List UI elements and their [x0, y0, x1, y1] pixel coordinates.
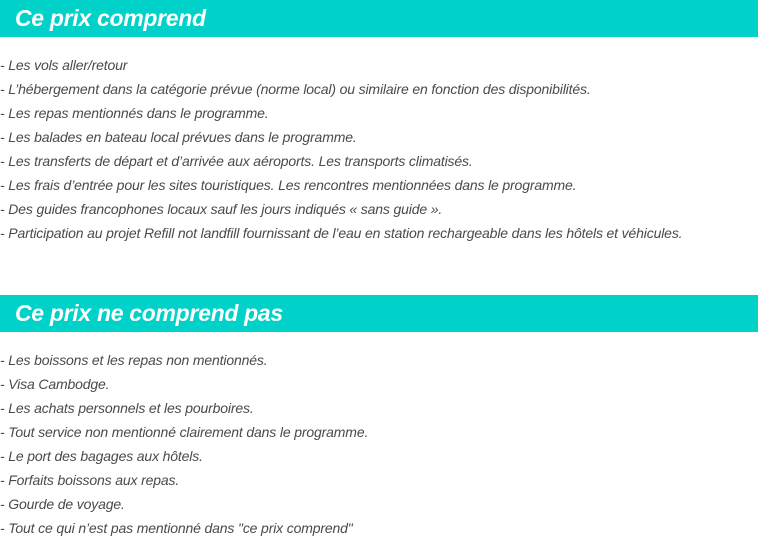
list-item: - Les vols aller/retour	[0, 57, 128, 73]
list-item: - Forfaits boissons aux repas.	[0, 472, 180, 488]
list-item: - Des guides francophones locaux sauf les jours indiqués « sans guide ».	[0, 201, 443, 217]
list-item: - Les achats personnels et les pourboires.	[0, 400, 254, 416]
list-item: - Les boissons et les repas non mentionnés.	[0, 352, 268, 368]
list-item: - Participation au projet Refill not landfill fournissant de l’eau en station rechargeable dans les hôtels et véhicules.	[0, 225, 683, 241]
list-item: - Les balades en bateau local prévues dans le programme.	[0, 129, 357, 145]
list-item: - Les repas mentionnés dans le programme.	[0, 105, 269, 121]
list-item: - Le port des bagages aux hôtels.	[0, 448, 203, 464]
list-item: - L’hébergement dans la catégorie prévue (norme local) ou similaire en fonction des disponibilités.	[0, 81, 591, 97]
section-header-excluded	[0, 295, 758, 332]
list-item: - Gourde de voyage.	[0, 496, 125, 512]
section-title-included: Ce prix comprend	[15, 5, 206, 31]
list-item: - Tout service non mentionné clairement dans le programme.	[0, 424, 369, 440]
excluded-items-list	[0, 348, 368, 540]
list-item: - Tout ce qui n’est pas mentionné dans "ce prix comprend"	[0, 520, 353, 536]
list-item: - Visa Cambodge.	[0, 376, 110, 392]
list-item: - Les transferts de départ et d’arrivée aux aéroports. Les transports climatisés.	[0, 153, 473, 169]
included-items-list	[0, 53, 682, 245]
list-item: - Les frais d’entrée pour les sites touristiques. Les rencontres mentionnées dans le programme.	[0, 177, 577, 193]
section-title-excluded: Ce prix ne comprend pas	[15, 300, 283, 326]
section-header-included	[0, 0, 758, 37]
